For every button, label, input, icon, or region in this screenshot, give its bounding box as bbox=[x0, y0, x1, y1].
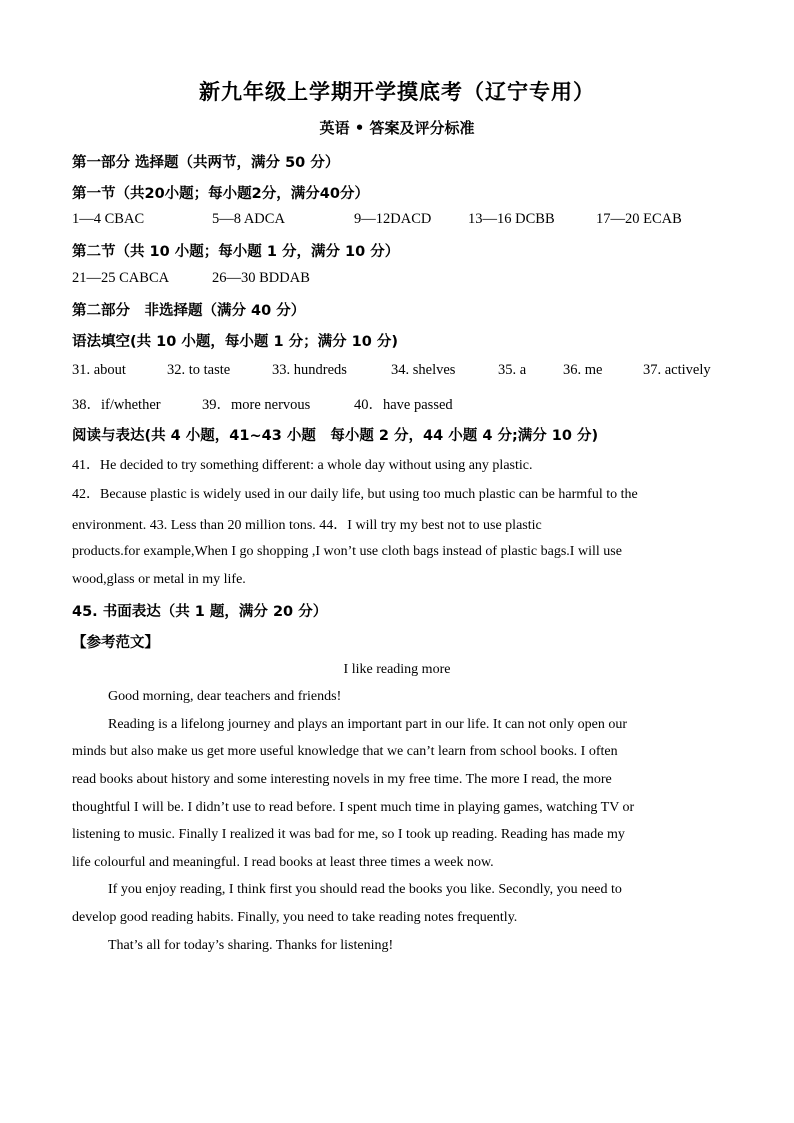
reading-answer-line: environment. 43. Less than 20 million tons. 44．I will try my best not to use plastic bbox=[72, 518, 542, 533]
essay-closing: That’s all for today’s sharing. Thanks for listening! bbox=[108, 938, 394, 953]
essay-line: read books about history and some interesting novels in my free time. The more I read, the more bbox=[72, 772, 612, 787]
grammar-heading: 语法填空(共 10 小题，每小题 1 分；满分 10 分) bbox=[72, 334, 398, 350]
essay-line: life colourful and meaningful. I read books at least three times a week now. bbox=[72, 855, 494, 870]
essay-line: thoughtful I will be. I didn’t use to read before. I spent much time in playing games, watching TV or bbox=[72, 800, 635, 815]
writing-heading: 45. 书面表达（共 1 题，满分 20 分） bbox=[72, 604, 328, 620]
page-title: 新九年级上学期开学摸底考（辽宁专用） bbox=[199, 80, 595, 104]
reading-answer-line: 42．Because plastic is widely used in our daily life, but using too much plastic can be harmful to the bbox=[72, 487, 638, 502]
grammar-answer: 39．more nervous bbox=[202, 397, 311, 413]
answer-group: 9—12DACD bbox=[354, 211, 432, 227]
answer-group: 17—20 ECAB bbox=[596, 211, 682, 227]
essay-line: develop good reading habits. Finally, you need to take reading notes frequently. bbox=[72, 910, 518, 925]
essay-line: Reading is a lifelong journey and plays an important part in our life. It can not only open our bbox=[108, 717, 628, 732]
essay-title: I like reading more bbox=[343, 662, 451, 677]
grammar-answer: 37. actively bbox=[643, 362, 711, 378]
sample-heading: 【参考范文】 bbox=[72, 635, 159, 651]
grammar-answer: 34. shelves bbox=[391, 362, 456, 378]
grammar-answer: 40．have passed bbox=[354, 397, 453, 413]
essay-greeting: Good morning, dear teachers and friends! bbox=[108, 689, 342, 704]
essay-line: listening to music. Finally I realized it was bad for me, so I took up reading. Reading has made my bbox=[72, 827, 625, 842]
section2-heading: 第二节（共 10 小题；每小题 1 分，满分 10 分） bbox=[72, 244, 400, 260]
section1-heading: 第一节（共20小题；每小题2分，满分40分） bbox=[72, 186, 369, 202]
answer-group: 1—4 CBAC bbox=[72, 211, 145, 227]
grammar-answer: 31. about bbox=[72, 362, 126, 378]
reading-answer-line: 41．He decided to try something different: a whole day without using any plastic. bbox=[72, 458, 533, 473]
answer-group: 5—8 ADCA bbox=[212, 211, 285, 227]
part1-heading: 第一部分 选择题（共两节，满分 50 分） bbox=[72, 155, 340, 171]
reading-answer-line: wood,glass or metal in my life. bbox=[72, 572, 246, 587]
essay-line: If you enjoy reading, I think first you should read the books you like. Secondly, you need to bbox=[108, 882, 622, 897]
page-subtitle: 英语 • 答案及评分标准 bbox=[319, 119, 475, 137]
grammar-answer: 33. hundreds bbox=[272, 362, 347, 378]
essay-line: minds but also make us get more useful knowledge that we can’t learn from school books. I often bbox=[72, 744, 618, 759]
grammar-answer: 38．if/whether bbox=[72, 397, 161, 413]
grammar-answer: 35. a bbox=[498, 362, 527, 378]
answer-group: 21—25 CABCA bbox=[72, 270, 170, 286]
grammar-answer: 32. to taste bbox=[167, 362, 231, 378]
part2-heading: 第二部分 非选择题（满分 40 分） bbox=[72, 303, 306, 319]
reading-answer-line: products.for example,When I go shopping ,I won’t use cloth bags instead of plastic bags.I will use bbox=[72, 544, 622, 559]
grammar-answer: 36. me bbox=[563, 362, 603, 378]
answer-group: 26—30 BDDAB bbox=[212, 270, 310, 286]
reading-heading: 阅读与表达(共 4 小题，41~43 小题 每小题 2 分，44 小题 4 分;满分 10 分) bbox=[72, 428, 599, 444]
answer-group: 13—16 DCBB bbox=[468, 211, 555, 227]
